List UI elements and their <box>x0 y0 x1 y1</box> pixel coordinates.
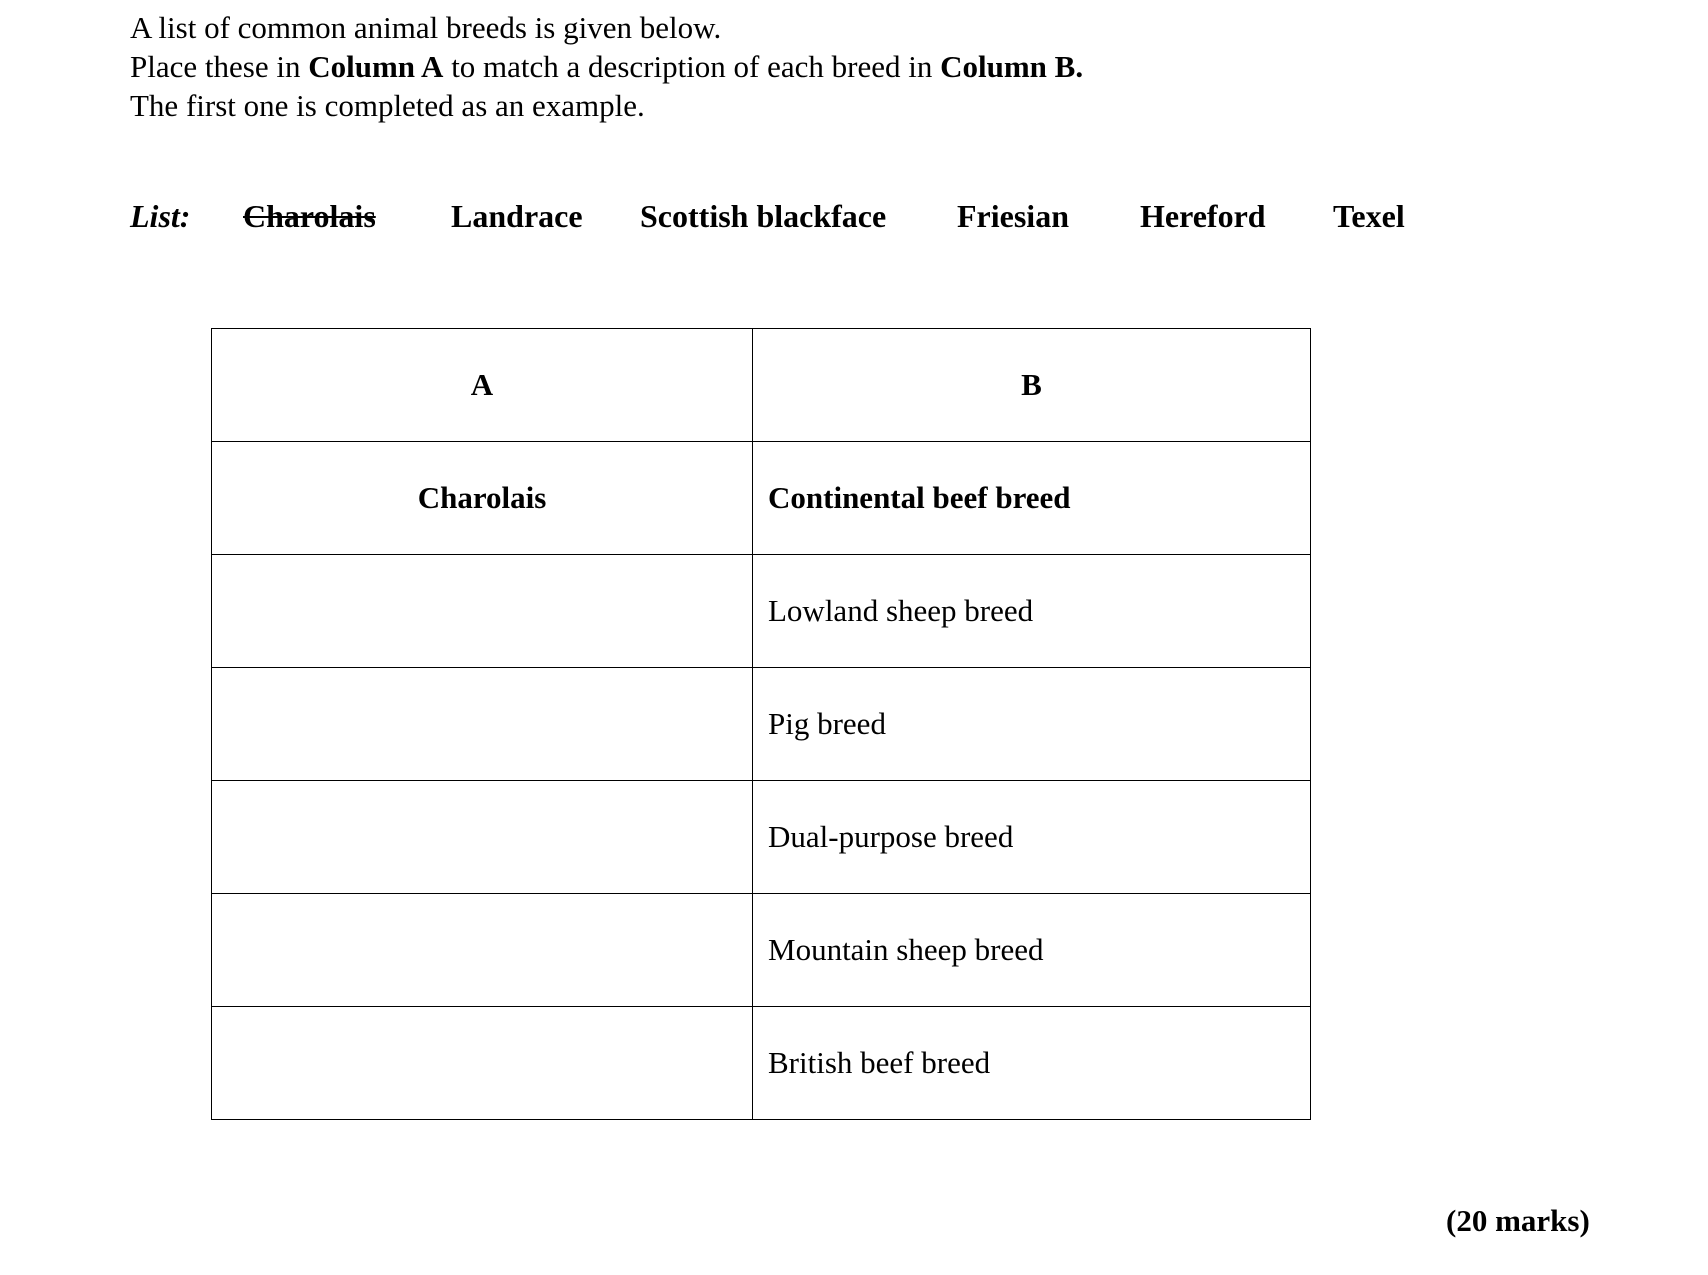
table-row <box>212 1007 1311 1120</box>
column-a-answer-cell[interactable] <box>212 894 753 1007</box>
instruction-line-3: The first one is completed as an example. <box>130 88 645 123</box>
table-header-row <box>212 329 1311 442</box>
column-b-reference: Column B. <box>940 49 1084 84</box>
instruction-line-2-part-2: to match a description of each breed in <box>443 49 941 84</box>
list-item-charolais: Charolais <box>243 198 376 234</box>
list-item-landrace: Landrace <box>451 198 583 234</box>
column-b-description: Pig breed <box>753 668 1311 781</box>
column-a-reference: Column A <box>308 49 444 84</box>
column-b-description: British beef breed <box>753 1007 1311 1120</box>
column-a-answer-cell[interactable] <box>212 781 753 894</box>
table-row <box>212 894 1311 1007</box>
instruction-line-2 <box>130 47 1083 86</box>
table-row <box>212 781 1311 894</box>
marks-allocation: (20 marks) <box>1446 1203 1590 1238</box>
instructions <box>130 8 1083 125</box>
column-b-description: Dual-purpose breed <box>753 781 1311 894</box>
list-label: List: <box>130 198 191 234</box>
column-a-example-cell: Charolais <box>212 442 753 555</box>
instruction-line-1: A list of common animal breeds is given below. <box>130 10 722 45</box>
instruction-line-2-part-1: Place these in <box>130 49 309 84</box>
table-row <box>212 555 1311 668</box>
column-a-answer-cell[interactable] <box>212 668 753 781</box>
matching-table <box>211 328 1311 1120</box>
list-item-friesian: Friesian <box>957 198 1069 234</box>
column-a-header: A <box>212 329 753 442</box>
list-item-texel: Texel <box>1333 198 1405 234</box>
column-a-answer-cell[interactable] <box>212 1007 753 1120</box>
list-item-scottish-blackface: Scottish blackface <box>640 198 887 234</box>
column-a-answer-cell[interactable] <box>212 555 753 668</box>
list-item-hereford: Hereford <box>1140 198 1266 234</box>
column-b-description: Mountain sheep breed <box>753 894 1311 1007</box>
column-b-header: B <box>753 329 1311 442</box>
column-b-description: Lowland sheep breed <box>753 555 1311 668</box>
column-b-description: Continental beef breed <box>753 442 1311 555</box>
table-row <box>212 442 1311 555</box>
table-row <box>212 668 1311 781</box>
